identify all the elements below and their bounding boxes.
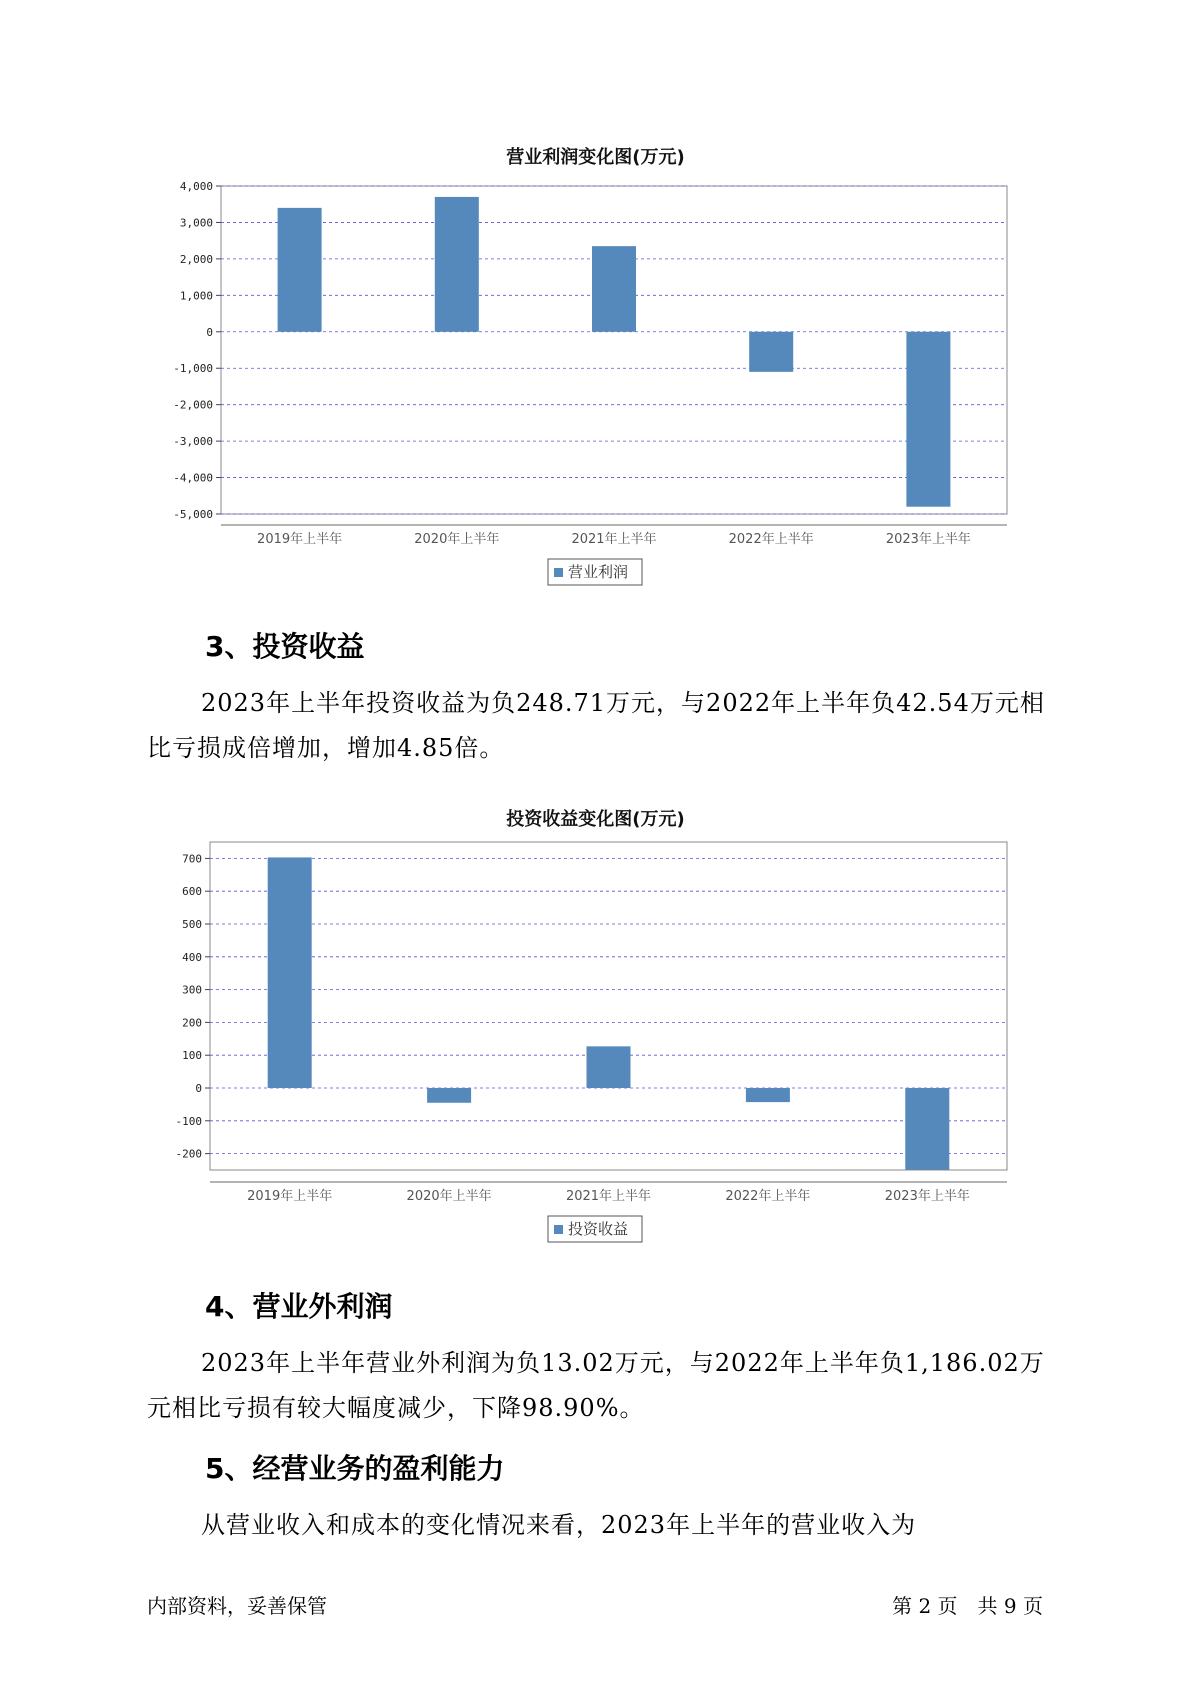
operating-profit-chart bbox=[0, 180, 1191, 590]
section5-paragraph: 从营业收入和成本的变化情况来看，2023年上半年的营业收入为 bbox=[201, 1511, 917, 1539]
section3-paragraph: 2023年上半年投资收益为负248.71万元，与2022年上半年负42.54万元相比亏损成倍增加，增加4.85倍。 bbox=[147, 689, 1045, 762]
x-tick-label: 2020年上半年 bbox=[406, 1189, 492, 1204]
section3-title: 3、投资收益 bbox=[205, 630, 365, 663]
plot-area bbox=[221, 186, 1007, 514]
legend-label: 投资收益 bbox=[568, 1220, 629, 1238]
bar bbox=[749, 332, 793, 372]
y-tick-label: -2,000 bbox=[173, 398, 213, 412]
chart1-title: 营业利润变化图(万元) bbox=[506, 147, 685, 168]
y-tick-label: 3,000 bbox=[179, 216, 213, 230]
x-tick-label: 2023年上半年 bbox=[885, 532, 971, 547]
y-tick-label: -5,000 bbox=[173, 508, 213, 521]
y-tick-label: 300 bbox=[182, 983, 202, 997]
footer-left: 内部资料，妥善保管 bbox=[147, 1594, 327, 1618]
section4-paragraph: 2023年上半年营业外利润为负13.02万元，与2022年上半年负1,186.02万元相比亏损有较大幅度减少，下降98.90%。 bbox=[147, 1349, 1045, 1422]
section4-title: 4、营业外利润 bbox=[205, 1290, 393, 1323]
section5-title: 5、经营业务的盈利能力 bbox=[205, 1452, 505, 1485]
chart2-title: 投资收益变化图(万元) bbox=[506, 809, 685, 830]
y-tick-label: 1,000 bbox=[179, 289, 213, 303]
y-tick-label: -100 bbox=[175, 1114, 202, 1128]
legend-label: 营业利润 bbox=[568, 563, 629, 581]
y-tick-label: 600 bbox=[182, 885, 202, 899]
y-tick-label: 700 bbox=[182, 852, 202, 866]
y-tick-label: -200 bbox=[175, 1147, 202, 1161]
y-tick-label: -4,000 bbox=[173, 471, 213, 485]
y-tick-label: -1,000 bbox=[173, 362, 213, 376]
legend-swatch bbox=[554, 568, 563, 577]
x-tick-label: 2021年上半年 bbox=[571, 532, 657, 547]
x-tick-label: 2022年上半年 bbox=[728, 532, 814, 547]
x-tick-label: 2020年上半年 bbox=[414, 532, 500, 547]
x-tick-label: 2019年上半年 bbox=[247, 1189, 333, 1204]
legend-swatch bbox=[554, 1225, 563, 1234]
y-tick-label: 2,000 bbox=[179, 252, 213, 266]
y-tick-label: 400 bbox=[182, 950, 202, 964]
bar bbox=[592, 246, 636, 332]
bar bbox=[278, 208, 322, 332]
bar bbox=[268, 857, 312, 1088]
y-tick-label: -3,000 bbox=[173, 435, 213, 449]
bar bbox=[906, 332, 950, 507]
x-tick-label: 2021年上半年 bbox=[565, 1189, 652, 1204]
y-tick-label: 0 bbox=[195, 1082, 202, 1095]
investment-income-chart bbox=[0, 840, 1191, 1250]
y-tick-label: 500 bbox=[182, 918, 202, 931]
y-tick-label: 0 bbox=[206, 325, 213, 339]
bar bbox=[427, 1088, 471, 1103]
bar bbox=[435, 197, 479, 332]
x-tick-label: 2022年上半年 bbox=[725, 1189, 811, 1204]
y-tick-label: 200 bbox=[182, 1016, 202, 1030]
bar bbox=[746, 1088, 790, 1102]
x-tick-label: 2023年上半年 bbox=[884, 1189, 970, 1204]
y-tick-label: 4,000 bbox=[179, 180, 213, 193]
bar bbox=[587, 1046, 631, 1088]
footer-page-number: 第 2 页 共 9 页 bbox=[892, 1594, 1043, 1618]
bar bbox=[905, 1088, 949, 1170]
x-tick-label: 2019年上半年 bbox=[257, 532, 343, 547]
y-tick-label: 100 bbox=[182, 1049, 202, 1063]
